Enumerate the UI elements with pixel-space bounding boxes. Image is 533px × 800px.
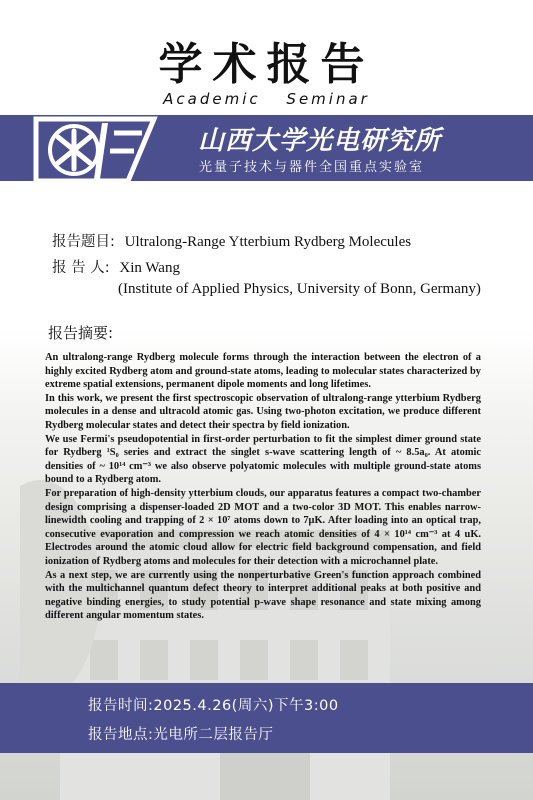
abstract-paragraph: For preparation of high-density ytterbium clouds, our apparatus features a compact two-chamber design comprising a dispenser-loaded 2D MOT and a two-color 3D MOT. This enables narrow-linewidth cooling and trapping of 2 × 10⁷ atoms down to 7μK. After loading into an optical trap, consecutive evaporation and compression we reach atomic densities of 4 × 10¹⁴ cm⁻³ at 4 uK. Electrodes around the atomic cloud allow for electric field background compensation, and field ionization of Rydberg atoms and molecules for their detection with a microchannel plate. xyxy=(45,487,481,567)
institute-subtitle: 光量子技术与器件全国重点实验室 xyxy=(199,160,425,175)
talk-title-row xyxy=(52,230,411,251)
abstract-paragraph: An ultralong-range Rydberg molecule forms through the interaction between the electron of a highly excited Rydberg atom and ground-state atoms, leading to molecular states characterized by extreme spatial extensions, permanent dipole moments and long lifetimes. xyxy=(45,352,481,391)
abstract-text xyxy=(45,351,481,623)
talk-title-label: 报告题目: xyxy=(52,234,115,250)
speaker-affiliation: (Institute of Applied Physics, University of Bonn, Germany) xyxy=(118,281,481,297)
abstract-paragraph: We use Fermi's pseudopotential in first-order perturbation to fit the simplest dimer ground state for Rydberg ¹S₀ series and extract the singlet s-wave scattering length of ~ 8.5a₀. At atomic densities of ~ 10¹⁴ cm⁻³ we also observe polyatomic molecules with multiple ground-state atoms bound to a Rydberg atom. xyxy=(45,433,481,486)
abstract-label: 报告摘要: xyxy=(48,324,114,342)
institute-name: 山西大学光电研究所 xyxy=(198,126,442,156)
seminar-time: 报告时间:2025.4.26(周六)下午3:00 xyxy=(88,698,339,714)
abstract-paragraph: As a next step, we are currently using the nonperturbative Green's function approach combined with the multichannel quantum defect theory to interpret additional peaks at both positive and negative binding energies, to study potential p-wave shape resonance and state mixing among different angular momentum states. xyxy=(45,569,481,622)
institute-logo xyxy=(30,111,160,187)
speaker-row xyxy=(52,256,180,277)
footer-banner xyxy=(0,683,533,753)
abstract-paragraph: In this work, we present the first spectroscopic observation of ultralong-range ytterbium Rydberg molecules in a dense and ultracold atomic gas. Using two-photon excitation, we produce different Rydberg molecular states and detect their spectra by field ionization. xyxy=(45,392,481,431)
seminar-location: 报告地点:光电所二层报告厅 xyxy=(88,727,274,743)
page-subtitle: Academic Seminar xyxy=(163,90,370,108)
speaker-name: Xin Wang xyxy=(119,260,180,276)
page-title: 学术报告 xyxy=(158,39,375,90)
talk-title: Ultralong-Range Ytterbium Rydberg Molecules xyxy=(124,234,412,250)
speaker-label: 报 告 人: xyxy=(52,260,110,276)
